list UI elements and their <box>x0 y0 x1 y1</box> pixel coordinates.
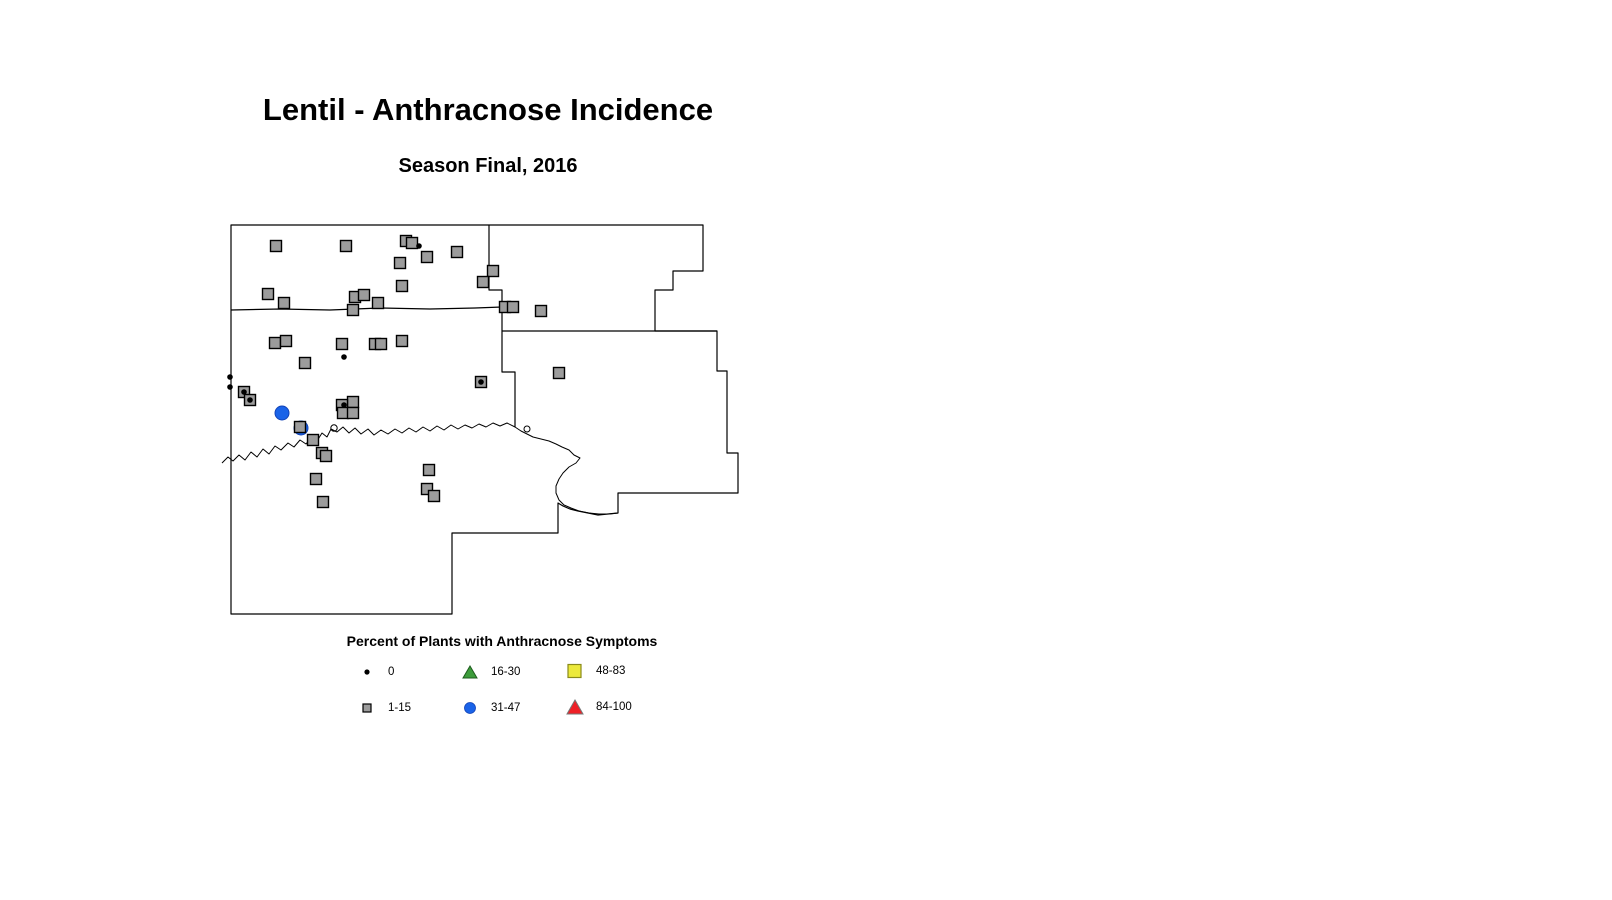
county-line-vertical <box>489 225 515 427</box>
map-symbol-black-dot <box>227 374 233 380</box>
legend-item-label: 31-47 <box>491 702 521 714</box>
map-symbol-gray-square <box>508 302 519 313</box>
map-symbol-gray-square <box>478 277 489 288</box>
map-symbol-gray-square <box>321 451 332 462</box>
black-dot-icon <box>356 663 378 681</box>
map-symbol-gray-square <box>429 491 440 502</box>
green-triangle-icon <box>459 663 481 681</box>
yellow-square-icon <box>564 662 586 680</box>
map-symbol-gray-square <box>271 241 282 252</box>
map-symbol-gray-square <box>488 266 499 277</box>
map-symbol-gray-square <box>348 305 359 316</box>
legend-item-16-30 <box>459 663 520 681</box>
map-symbol-gray-square <box>337 339 348 350</box>
map-symbol-gray-square <box>311 474 322 485</box>
map-symbol-gray-square <box>318 497 329 508</box>
map-symbol-gray-square <box>536 306 547 317</box>
map-symbol-gray-square <box>422 252 433 263</box>
map-symbol-gray-square <box>407 238 418 249</box>
county-line-horizontal-upper <box>231 307 502 310</box>
legend-item-48-83 <box>564 662 625 680</box>
legend-item-label: 1-15 <box>388 702 412 714</box>
legend-item-84-100 <box>564 698 632 716</box>
map-symbol-black-dot <box>247 397 253 403</box>
map-symbol-gray-square <box>270 338 281 349</box>
legend-item-label: 48-83 <box>596 665 626 677</box>
map-symbol-gray-square <box>373 298 384 309</box>
map-symbol-gray-square <box>424 465 435 476</box>
map-symbol-gray-square <box>263 289 274 300</box>
map-symbol-blue-circle <box>275 406 289 420</box>
map-symbol-gray-square <box>279 298 290 309</box>
legend-item-label: 0 <box>388 666 395 678</box>
legend-item-31-47 <box>459 699 520 717</box>
river-oxbow-loop <box>524 426 530 432</box>
map-symbol-black-dot <box>478 379 484 385</box>
map-symbol-gray-square <box>348 397 359 408</box>
map-symbol-gray-square <box>452 247 463 258</box>
map-symbol-gray-square <box>397 336 408 347</box>
map-symbol-black-dot <box>227 384 233 390</box>
map-symbol-gray-square <box>348 408 359 419</box>
map-symbol-black-dot <box>341 402 347 408</box>
map-symbol-gray-square <box>300 358 311 369</box>
map-symbol-black-dot <box>341 354 347 360</box>
map-symbol-gray-square <box>295 422 306 433</box>
gray-square-icon <box>356 699 378 717</box>
map-symbol-black-dot <box>416 243 422 249</box>
legend-item-0 <box>356 663 394 681</box>
figure-title: Lentil - Anthracnose Incidence <box>262 92 714 127</box>
map-symbol-black-dot <box>241 389 247 395</box>
map-symbol-gray-square <box>376 339 387 350</box>
legend-title: Percent of Plants with Anthracnose Symptoms <box>346 633 658 649</box>
river-boundary <box>222 423 618 514</box>
red-triangle-icon <box>564 698 586 716</box>
legend-item-label: 84-100 <box>596 701 632 713</box>
blue-circle-icon <box>459 699 481 717</box>
map-symbol-gray-square <box>308 435 319 446</box>
map-symbol-gray-square <box>341 241 352 252</box>
figure-subtitle: Season Final, 2016 <box>398 155 578 177</box>
map-symbol-gray-square <box>397 281 408 292</box>
map-symbol-gray-square <box>281 336 292 347</box>
map-symbol-gray-square <box>395 258 406 269</box>
map-symbol-gray-square <box>359 290 370 301</box>
legend-item-label: 16-30 <box>491 666 521 678</box>
legend-item-1-15 <box>356 699 411 717</box>
map-symbol-gray-square <box>554 368 565 379</box>
